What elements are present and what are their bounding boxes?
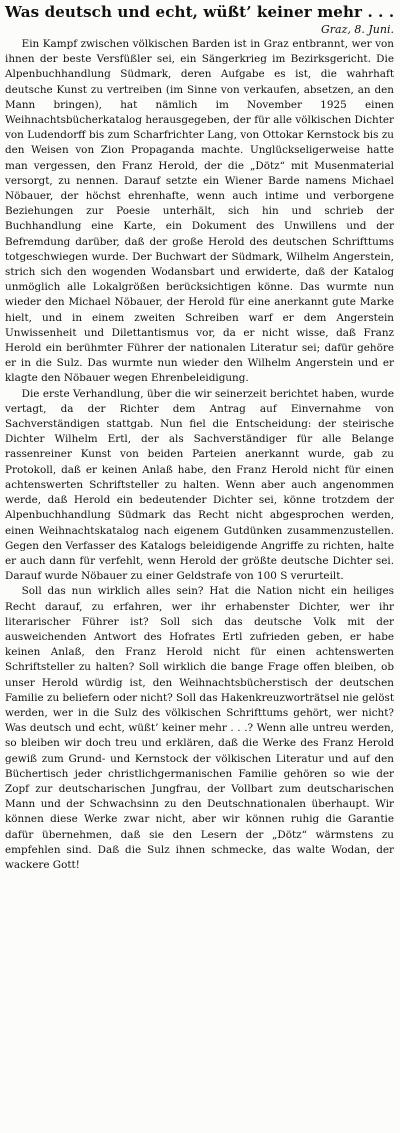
article-paragraph-1: Ein Kampf zwischen völkischen Barden ist in Graz entbrannt, wer von ihnen der beste Versfüßler sei, ein Sängerkrieg im Bezirksgericht. Die Alpenbuchhandlung Südmark, deren Aufgabe es ist, die wahrhaft deutsche Kunst zu vertreiben (im Sinne von verkaufen, absetzen, an den Mann bringen), hat nämlich im November 1925 einen Weihnachtsbücherkatalog herausgegeben, der für alle völkischen Dichter von Ludendorff bis zum Scharfrichter Lang, von Ottokar Kernstock bis zu den Weisen von Zion Propaganda machte. Unglückseligerweise hatte man vergessen, den Franz Herold, der die „Dötz“ mit Musenmaterial versorgt, zu nennen. Darauf setzte ein Wiener Barde namens Michael Nöbauer, der höchst ehrenhafte, wenn auch intime und verborgene Beziehungen zur Poesie unterhält, sich hin und schrieb der Buchhandlung eine Karte, ein Dokument des Unwillens und der Befremdung darüber, daß der große Herold des deutschen Schrifttums totgeschwiegen wurde. Der Buchwart der Südmark, Wilhelm Angerstein, strich sich den wogenden Wodansbart und erwiderte, daß der Katalog unmöglich alle Lokalgrößen berücksichtigen könne. Das wurmte nun wieder den Michael Nöbauer, der Herold für eine anerkannt gute Marke hielt, und in einem zweiten Schreiben warf er dem Angerstein Unwissenheit und Dilettantismus vor, da er nicht wisse, daß Franz Herold ein berühmter Führer der nationalen Literatur sei; dafür gehöre er in die Sulz. Das wurmte nun wieder den Wilhelm Angerstein und er klagte den Nöbauer wegen Ehrenbeleidigung.: [5, 38, 394, 385]
article-paragraph-3: Soll das nun wirklich alles sein? Hat die Nation nicht ein heiliges Recht darauf, zu erfahren, wer ihr erhabenster Dichter, wer ihr literarischer Führer ist? Soll sich das deutsche Volk mit der ausweichenden Antwort des Hofrates Ertl zufrieden geben, er habe keinen Anlaß, den Franz Herold nicht für einen achtenswerten Schriftsteller zu halten? Soll wirklich die bange Frage offen bleiben, ob unser Herold würdig ist, den Weihnachtsbücherstisch der deutschen Familie zu beliefern oder nicht? Soll das Hakenkreuzworträtsel nie gelöst werden, wer in die Sulz des völkischen Schrifttums gehört, wer nicht? Was deutsch und echt, wüßt’ keiner mehr . . .? Wenn alle untreu werden, so bleiben wir doch treu und erklären, daß die Werke des Franz Herold gewiß zum Grund- und Kernstock der völkischen Literatur und auf den Büchertisch jeder christlichgermanischen Familie gehören so wie der Zopf zur deutscharischen Jungfrau, der Vollbart zum deutscharischen Mann und der Schwachsinn zu den Deutschnationalen überhaupt. Wir können diese Werke zwar nicht, aber wir können ruhig die Garantie dafür übernehmen, daß sie den Lesern der „Dötz“ wärmstens zu empfehlen sind. Daß die Sulz ihnen schmecke, das walte Wodan, der wackere Gott!: [5, 585, 394, 871]
article-dateline: Graz, 8. Juni.: [321, 23, 394, 36]
article-paragraph-2: Die erste Verhandlung, über die wir seinerzeit berichtet haben, wurde vertagt, da der Richter dem Antrag auf Einvernahme von Sachverständigen stattgab. Nun fiel die Entscheidung: der steirische Dichter Wilhelm Ertl, der als Sachverständiger für alle Belange rassenreiner Kunst von beiden Parteien anerkannt wurde, gab zu Protokoll, daß er keinen Anlaß habe, den Franz Herold nicht für einen achtenswerten Schriftsteller zu halten. Wenn aber auch angenommen werde, daß Herold ein bedeutender Dichter sei, könne trotzdem der Alpenbuchhandlung Südmark das Recht nicht abgesprochen werden, einen Weihnachtskatalog nach eigenem Gutdünken zusammenzustellen. Gegen den Verfasser des Katalogs beleidigende Angriffe zu richten, halte er auch dann für verfehlt, wenn Herold der größte deutsche Dichter sei. Darauf wurde Nöbauer zu einer Geldstrafe von 100 S verurteilt.: [5, 387, 394, 583]
article-headline: Was deutsch und echt, wüßt’ keiner mehr . . .: [5, 3, 395, 21]
